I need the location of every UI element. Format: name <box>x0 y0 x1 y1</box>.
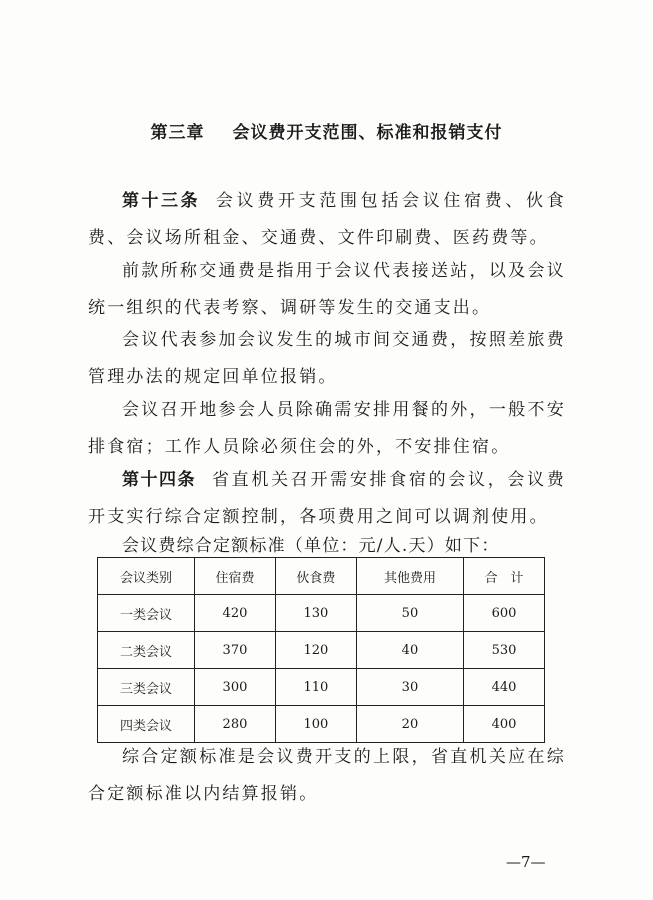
table-cell: 440 <box>464 669 545 706</box>
article-13-text: 会议费开支范围包括会议住宿费、伙食费、会议场所租金、交通费、文件印刷费、医药费等。 <box>88 191 566 248</box>
intercity-transport-paragraph: 会议代表参加会议发生的城市间交通费，按照差旅费管理办法的规定回单位报销。 <box>88 330 566 387</box>
table-cell: 100 <box>275 706 356 743</box>
table-cell: 280 <box>195 706 276 743</box>
table-cell: 20 <box>356 706 463 743</box>
chapter-heading: 会议费开支范围、标准和报销支付 <box>232 123 503 143</box>
chapter-number: 第三章 <box>150 123 205 143</box>
article-13-paragraph <box>88 183 566 257</box>
table-header-cell: 住宿费 <box>195 558 276 595</box>
quota-limit-paragraph: 综合定额标准是会议费开支的上限，省直机关应在综合定额标准以内结算报销。 <box>88 747 566 804</box>
table-row <box>98 706 545 743</box>
table-header-cell: 合 计 <box>464 558 545 595</box>
table-cell: 120 <box>275 632 356 669</box>
table-header-cell: 其他费用 <box>356 558 463 595</box>
article-14-label: 第十四条 <box>122 470 196 490</box>
table-header-cell: 会议类别 <box>98 558 195 595</box>
local-attendee-paragraph: 会议召开地参会人员除确需安排用餐的外，一般不安排食宿；工作人员除必须住会的外，不安排住宿。 <box>88 400 566 457</box>
table-cell: 50 <box>356 595 463 632</box>
table-row <box>98 595 545 632</box>
chapter-title <box>0 118 653 143</box>
table-cell: 三类会议 <box>98 669 195 706</box>
transport-definition-paragraph: 前款所称交通费是指用于会议代表接送站，以及会议统一组织的代表考察、调研等发生的交通支出。 <box>88 261 566 318</box>
table-header-cell: 伙食费 <box>275 558 356 595</box>
page-number: —7— <box>506 853 546 871</box>
table-cell: 300 <box>195 669 276 706</box>
table-caption: 会议费综合定额标准（单位：元/人.天）如下： <box>122 536 500 556</box>
table-cell: 420 <box>195 595 276 632</box>
table-row <box>98 632 545 669</box>
table-cell: 130 <box>275 595 356 632</box>
table-cell: 40 <box>356 632 463 669</box>
table-cell: 四类会议 <box>98 706 195 743</box>
article-13-label: 第十三条 <box>122 191 200 211</box>
table-cell: 二类会议 <box>98 632 195 669</box>
table-cell: 530 <box>464 632 545 669</box>
article-14-text: 省直机关召开需安排食宿的会议，会议费开支实行综合定额控制，各项费用之间可以调剂使用。 <box>88 470 566 527</box>
table-row <box>98 669 545 706</box>
article-14-paragraph <box>88 462 566 536</box>
table-header-row <box>98 558 545 595</box>
table-cell: 110 <box>275 669 356 706</box>
table-cell: 600 <box>464 595 545 632</box>
table-cell: 30 <box>356 669 463 706</box>
table-cell: 370 <box>195 632 276 669</box>
quota-standard-table <box>97 557 545 743</box>
table-cell: 一类会议 <box>98 595 195 632</box>
table-cell: 400 <box>464 706 545 743</box>
